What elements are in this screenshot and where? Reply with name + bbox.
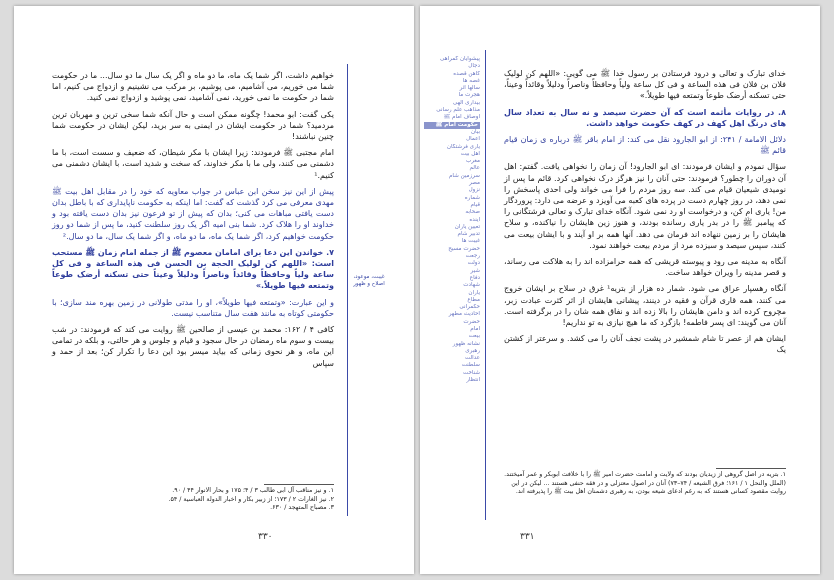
body-paragraph: یکی گفت: ابو محمد! چگونه ممکن است و حال آنکه شما سخی ترین و مهربان ترین مردمید؟ شما در حکومت ایشان در ایمنی به سر برید، لیکن ایشان در حکومت شما چنین نباشند!: [52, 109, 334, 142]
chapter-index-item[interactable]: حضرت مسیح: [448, 245, 480, 252]
chapter-index-item[interactable]: قیام: [470, 201, 480, 208]
chapter-index-item[interactable]: یاران: [468, 289, 480, 296]
chapter-index-item[interactable]: رجعت: [465, 253, 480, 260]
footnote: ۱. بتریه در اصل گروهی از زیدیان بودند که ولایت و امامت حضرت امیر ﷺ را با خلافت ابوبکر و عمر آمیختند. (الملل والنحل ۱ / ۱۶۱؛ فرق الشیعه / ۷۴–۷۳) آنان در اصول معتزلی و در فقه حنفی هستند ... لیکن در این روایت مقصود کسانی هستند که به رغم ادعای شیعه بودن، به رهبری دشمنان اهل بیت ﷺ را پذیرفته اند.: [504, 471, 786, 496]
chapter-index-item[interactable]: سلطنت: [461, 362, 480, 369]
right-page-body: [504, 68, 786, 361]
section-heading: ۸. در روایات مأثمه است که آن حضرت سیصد و نه سال به تعداد سال های درنگ اهل کهف در کهف حکومت خواهد داشت.: [504, 107, 786, 128]
body-paragraph: آنگاه به مدینه می رود و پیوسته قریشی که همه حرامزاده اند را به هلاکت می رساند، و قصر مدینه را ویران خواهد ساخت.: [504, 257, 786, 278]
chapter-index-item[interactable]: بیداری الهی: [452, 99, 480, 106]
chapter-index-item[interactable]: سالها اثر: [459, 85, 480, 92]
chapter-index-item[interactable]: شیر: [470, 267, 480, 274]
left-page: [14, 6, 414, 574]
body-paragraph: خواهیم داشت، اگر شما یک ماه، ما دو ماه و اگر یک سال ما دو سال... ما در حکومت شما می خوریم، می آشامیم، می پوشیم، بر مرکب می نشینیم و ازدواج می کنیم، اما شما در حکومت ما نمی خورید، نمی آشامید، نمی پوشید و ازدواج نمی کنید.: [52, 71, 334, 103]
chapter-index-item[interactable]: امام: [470, 325, 480, 332]
chapter-index-item[interactable]: غیبت ها: [461, 238, 480, 245]
chapter-index-item[interactable]: یاری فرشتگان: [446, 143, 480, 150]
chapter-index: [424, 56, 480, 384]
chapter-index-item[interactable]: انتظار: [466, 377, 480, 384]
chapter-index-item[interactable]: بیعت: [468, 333, 480, 340]
chapter-index-item[interactable]: شهادت: [463, 282, 480, 289]
narration-paragraph: پیش از این نیز سخن ابن عباس در جواب معاویه که خود را در مقابل اهل بیت ﷺ مهدی معرفی می کرد گذشت که گفت: اما اینکه به حکومت ناپایداری که با باطل بدان دست یافتی مباهات می کنی؛ بدان که پیش از تو فرعون نیز بدان دست یافته بود و خداوند او را هلاک کرد. شما بنی امیه اگر یک روز سلطنت کنید، ما پس از شما دو روز حکومت خواهیم کرد، اگر شما یک ماه، ما دو ماه، و اگر شما یک سال، ما دو سال.²: [52, 186, 334, 241]
side-chapter-label: غیبت، موعود، اصلاح و ظهور: [353, 274, 385, 287]
chapter-index-item[interactable]: صحابه: [465, 209, 480, 216]
chapter-index-item[interactable]: احادیث مطهر: [448, 311, 480, 318]
chapter-index-item[interactable]: هجرت ما: [458, 92, 480, 99]
chapter-index-item[interactable]: مصر: [469, 180, 480, 187]
chapter-index-item[interactable]: عدالت: [464, 355, 480, 362]
narration-paragraph: و این عبارت: «وتمتعه فیها طویلاً»، او را مدتی طولانی در زمین بهره مند سازی؛ با حکومتی کوتاه به مانند هفت سال متناسب نیست.: [52, 297, 334, 318]
chapter-index-item[interactable]: شناخت: [462, 369, 480, 376]
body-paragraph: سؤال نمودم و ایشان فرمودند: ای ابو الجارود! آن زمان را نخواهی یافت. گفتم: اهل آن دوران را چطور؟ فرمودند: حتی آنان را نیز هرگز درک نخواهی کرد. قائم ما پس از نومیدی شیعیان قیام می کند. سه روز مردم را فرا می خواند ولی احدی پاسخش را نمی دهد، در روز چهارم دست در پرده های کعبه می آویزد و عرضه می دارد: پروردگار من! یاری ام کن، و درخواست او رد نمی شود. آنگاه خدای تبارک و تعالی فرشتگانی را که پیامبر ﷺ را در بدر یاری رسانده بودند، و هنوز زین هایشان را نیاکنده، و سلاح هایشان را بر زمین ننهاده اند فرمان می دهد. آنها همه بر او آیند و با ایشان بیعت می کنند، سپس سیصد و سیزده مرد از مردم بیعت خواهند نمود.: [504, 162, 786, 250]
footnote: ۳. مصباح المتهجد / ۶۳۰.: [270, 504, 334, 512]
chapter-index-item[interactable]: کاهن قصده: [453, 70, 480, 77]
chapter-index-item[interactable]: اعمال: [466, 136, 480, 143]
chapter-index-item[interactable]: تدبیر شام: [457, 231, 480, 238]
left-footnotes: [54, 484, 334, 513]
chapter-index-item[interactable]: غصه ها: [462, 77, 480, 84]
chapter-index-item[interactable]: شماره: [464, 194, 480, 201]
chapter-index-item-active[interactable]: حکومت امام ﷺ: [424, 122, 480, 129]
chapter-index-item[interactable]: دولت: [467, 260, 480, 267]
right-page: [420, 6, 820, 574]
chapter-index-item[interactable]: عالم: [469, 165, 480, 172]
chapter-index-item[interactable]: پیشوایان گمراهی: [440, 56, 480, 62]
body-paragraph: آنگاه رهسپار عراق می شود. شمار ده هزار از بتریه¹ غرق در سلاح بر ایشان خروج می کنند، همه قاری قرآن و فقیه در دینند، پیشانی هایشان از اثر کثرت عبادت زبر، مچروح کرده اند و دامن هایشان را بالا زده اند و نفاق همه شان را در برگرفته است. آنان می گویند: ای پسر فاطمه! بازگرد که ما هیچ نیازی به تو نداریم!: [504, 284, 786, 328]
left-margin-rule: [347, 64, 348, 516]
section-heading: ۷. خواندن این دعا برای امامان معصوم ﷺ از جمله امام زمان ﷺ مستحب است: «اللهم کن لولیک الحجة بن الحسن فی هذه الساعة و فی کل ساعة ولیاً وحافظاً وقائداً وناصراً ودلیلاً وعیناً حتی تسکنه أرضک طوعاً وتمتعه فیها طویلاً.»: [52, 247, 334, 291]
chapter-index-item[interactable]: حضرت: [463, 318, 480, 325]
chapter-index-item[interactable]: دجال: [468, 63, 480, 70]
body-paragraph: امام مجتبی ﷺ فرمودند: زیرا ایشان با مکر شیطان، که ضعیف و سست است، با ما دشمنی می کنند، ولی ما با مکر خداوند، که سخت و شدید است، با ایشان دشمنی می کنیم.¹: [52, 148, 334, 180]
chapter-index-item[interactable]: حکمرانی: [459, 304, 480, 311]
chapter-index-item[interactable]: بیان: [470, 128, 480, 135]
narration-paragraph: دلائل الامامة / ۲۴۱: از ابو الجارود نقل می کند: از امام باقر ﷺ درباره ی زمان قیام قائم ﷺ: [504, 135, 786, 156]
chapter-index-item[interactable]: اهل بیت: [460, 150, 480, 157]
chapter-index-item[interactable]: سرزمین شام: [448, 172, 480, 179]
chapter-index-item[interactable]: تعیین یاران: [454, 223, 480, 230]
footnote: ۲. نیز الغارات ۲ / ۱۷۳؛ از زبیر بکار و اخبار الدولة العباسیة / ۵۴.: [168, 495, 334, 503]
right-footnotes: [504, 468, 786, 497]
chapter-index-item[interactable]: اوصاف امام ﷺ: [443, 114, 480, 121]
chapter-index-item[interactable]: آینده: [469, 216, 480, 223]
footnote: ۱. و نیز مناقب آل ابی طالب ۳ / ۴؛ ۱۷۵ و بحار الانوار ۴۴ / ۹۰.: [172, 487, 334, 494]
right-page-number: ۳۳۱: [520, 532, 535, 542]
chapter-index-item[interactable]: مغرب: [465, 158, 480, 165]
chapter-index-item[interactable]: مطاع: [467, 296, 480, 303]
chapter-index-item[interactable]: رهبری: [465, 347, 480, 354]
left-page-body: [52, 70, 334, 374]
left-page-number: ۳۳۰: [258, 532, 273, 542]
body-paragraph: ایشان هم از عصر تا شام شمشیر در پشت نجف آنان را می کشد. و سرعتر از کشتن یک: [504, 334, 786, 355]
right-margin-rule: [485, 50, 486, 520]
body-paragraph: خدای تبارک و تعالی و درود فرستادن بر رسول خدا ﷺ می گویی: «اللهم کن لولیک فلان بن فلان فی هذه الساعة و فی کل ساعة ولیاً وحافظاً وناصراً ودلیلاً وقائداً وعیناً، حتی تسکنه أرضک طوعاً وتمتعه فیها طویلاً.»: [504, 69, 786, 101]
chapter-index-item[interactable]: مذاهب علم رسانی: [436, 107, 480, 114]
chapter-index-item[interactable]: نزول: [468, 187, 480, 194]
chapter-index-item[interactable]: دفاع: [469, 274, 480, 281]
chapter-index-item[interactable]: نشانه ظهور: [452, 340, 480, 347]
body-paragraph: کافی ۴ / ۱۶۲: محمد بن عیسی از صالحین ﷺ روایت می کند که فرمودند: در شب بیست و سوم ماه رمضان در حال سجود و قیام و جلوس و هر حالتی، و بلکه در تمامی این ماه، و هر نحوی زمانی که بیاید میسر بود این دعا را تکرار کن؛ بعد از حمد و سپاس: [52, 325, 334, 368]
